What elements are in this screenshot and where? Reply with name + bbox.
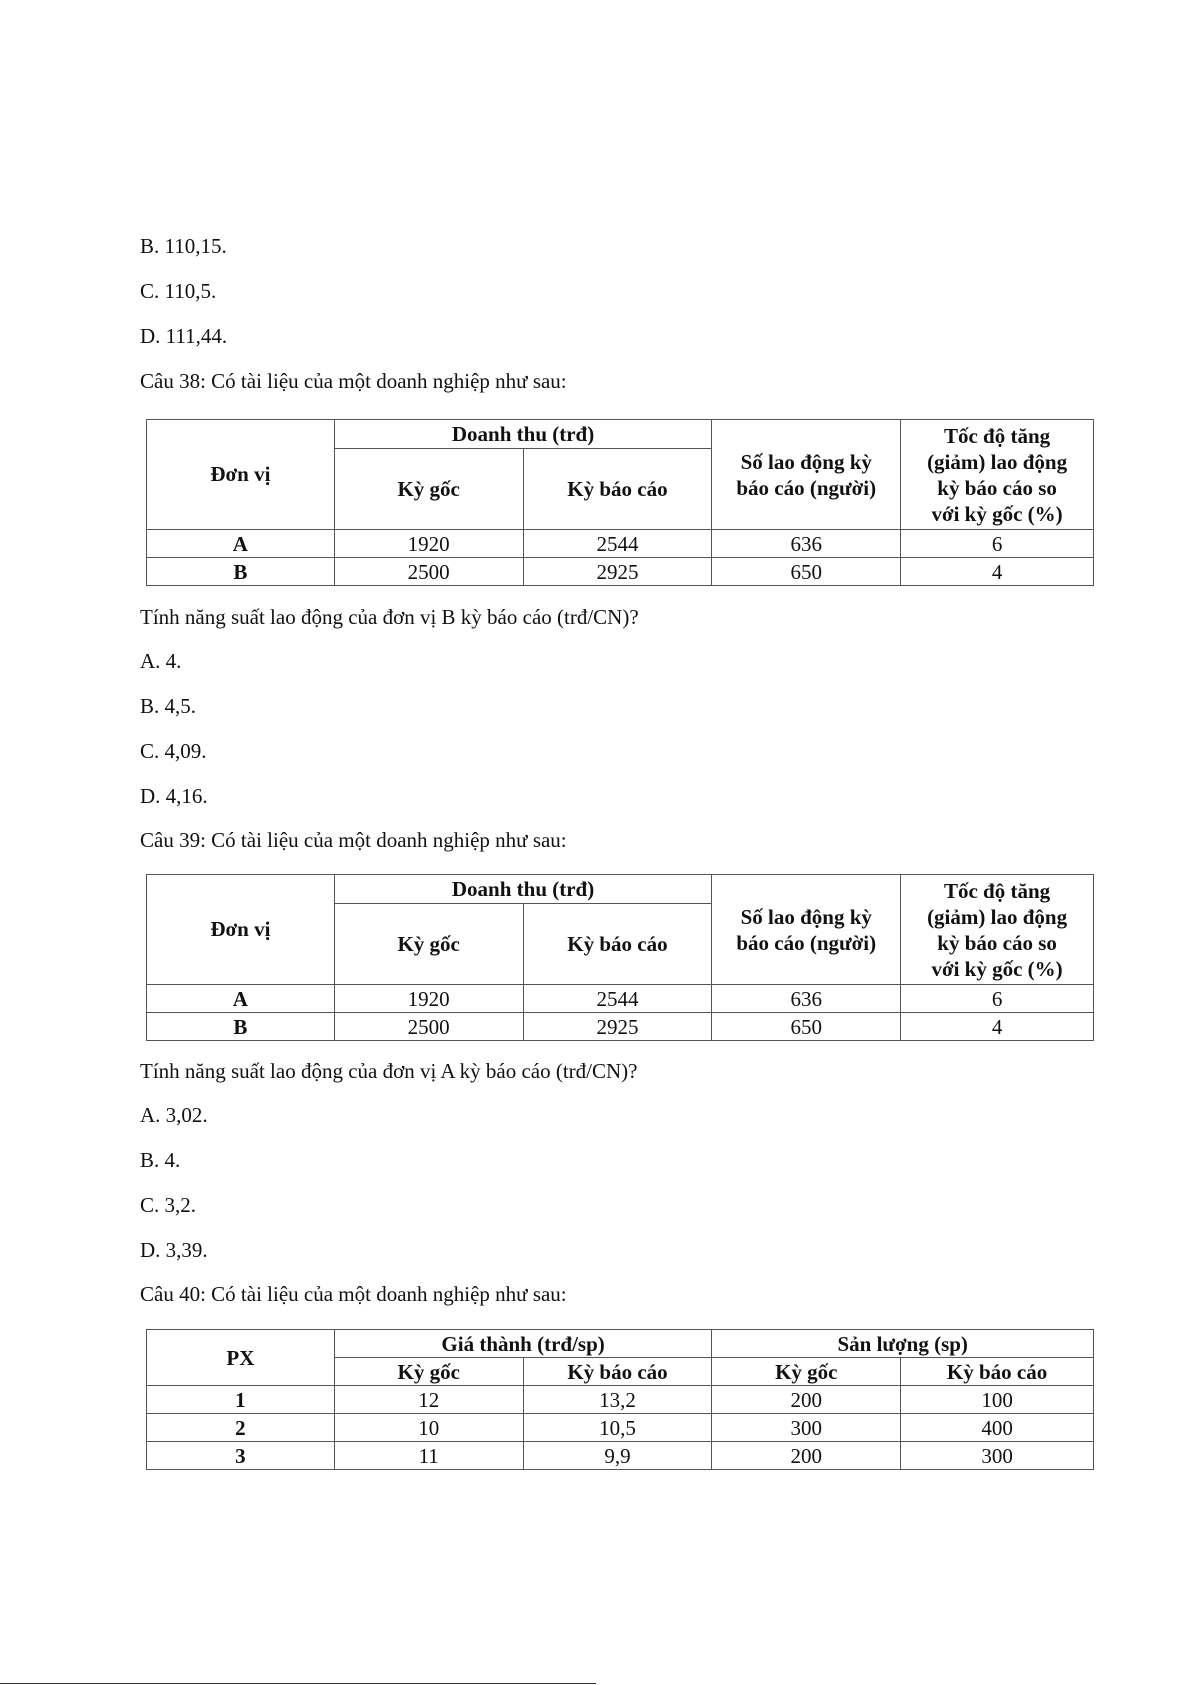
table-row: 3 11 9,9 200 300	[147, 1442, 1094, 1470]
q38-option-d: D. 4,16.	[140, 784, 208, 808]
table-row: A 1920 2544 636 6	[147, 985, 1094, 1013]
header-cost-base: Kỳ gốc	[334, 1358, 523, 1386]
q37-option-b: B. 110,15.	[140, 234, 227, 258]
q37-option-c: C. 110,5.	[140, 279, 217, 303]
header-cost-report: Kỳ báo cáo	[523, 1358, 712, 1386]
header-revenue: Doanh thu (trđ)	[334, 420, 712, 449]
q39-question: Tính năng suất lao động của đơn vị A kỳ báo cáo (trđ/CN)?	[140, 1059, 638, 1083]
table-row: A 1920 2544 636 6	[147, 530, 1094, 558]
header-cost: Giá thành (trđ/sp)	[334, 1330, 712, 1358]
header-base: Kỳ gốc	[334, 449, 523, 530]
q40-intro: Câu 40: Có tài liệu của một doanh nghiệp như sau:	[140, 1282, 567, 1306]
q39-intro: Câu 39: Có tài liệu của một doanh nghiệp như sau:	[140, 828, 567, 852]
table-row: B 2500 2925 650 4	[147, 558, 1094, 586]
header-base: Kỳ gốc	[334, 904, 523, 985]
header-report: Kỳ báo cáo	[523, 904, 712, 985]
header-output-report: Kỳ báo cáo	[901, 1358, 1094, 1386]
q37-option-d: D. 111,44.	[140, 324, 228, 348]
footer-divider	[0, 1683, 596, 1684]
q39-table	[146, 874, 1094, 1041]
header-unit: Đơn vị	[147, 875, 335, 985]
q38-option-b: B. 4,5.	[140, 694, 197, 718]
header-unit: Đơn vị	[147, 420, 335, 530]
header-rate: Tốc độ tăng (giảm) lao động kỳ báo cáo so với kỳ gốc (%)	[901, 420, 1094, 530]
header-output: Sản lượng (sp)	[712, 1330, 1094, 1358]
q38-option-c: C. 4,09.	[140, 739, 207, 763]
table-row: 1 12 13,2 200 100	[147, 1386, 1094, 1414]
header-px: PX	[147, 1330, 335, 1386]
q39-option-a: A. 3,02.	[140, 1103, 208, 1127]
header-rate: Tốc độ tăng (giảm) lao động kỳ báo cáo so với kỳ gốc (%)	[901, 875, 1094, 985]
table-row: B 2500 2925 650 4	[147, 1013, 1094, 1041]
q38-question: Tính năng suất lao động của đơn vị B kỳ báo cáo (trđ/CN)?	[140, 605, 639, 629]
header-report: Kỳ báo cáo	[523, 449, 712, 530]
q39-option-d: D. 3,39.	[140, 1238, 208, 1262]
q39-option-c: C. 3,2.	[140, 1193, 197, 1217]
header-labor: Số lao động kỳ báo cáo (người)	[712, 875, 901, 985]
header-output-base: Kỳ gốc	[712, 1358, 901, 1386]
q38-table	[146, 419, 1094, 586]
q40-table	[146, 1329, 1094, 1470]
q38-option-a: A. 4.	[140, 649, 182, 673]
header-labor: Số lao động kỳ báo cáo (người)	[712, 420, 901, 530]
table-row: 2 10 10,5 300 400	[147, 1414, 1094, 1442]
q39-option-b: B. 4.	[140, 1148, 181, 1172]
q38-intro: Câu 38: Có tài liệu của một doanh nghiệp như sau:	[140, 369, 567, 393]
header-revenue: Doanh thu (trđ)	[334, 875, 712, 904]
